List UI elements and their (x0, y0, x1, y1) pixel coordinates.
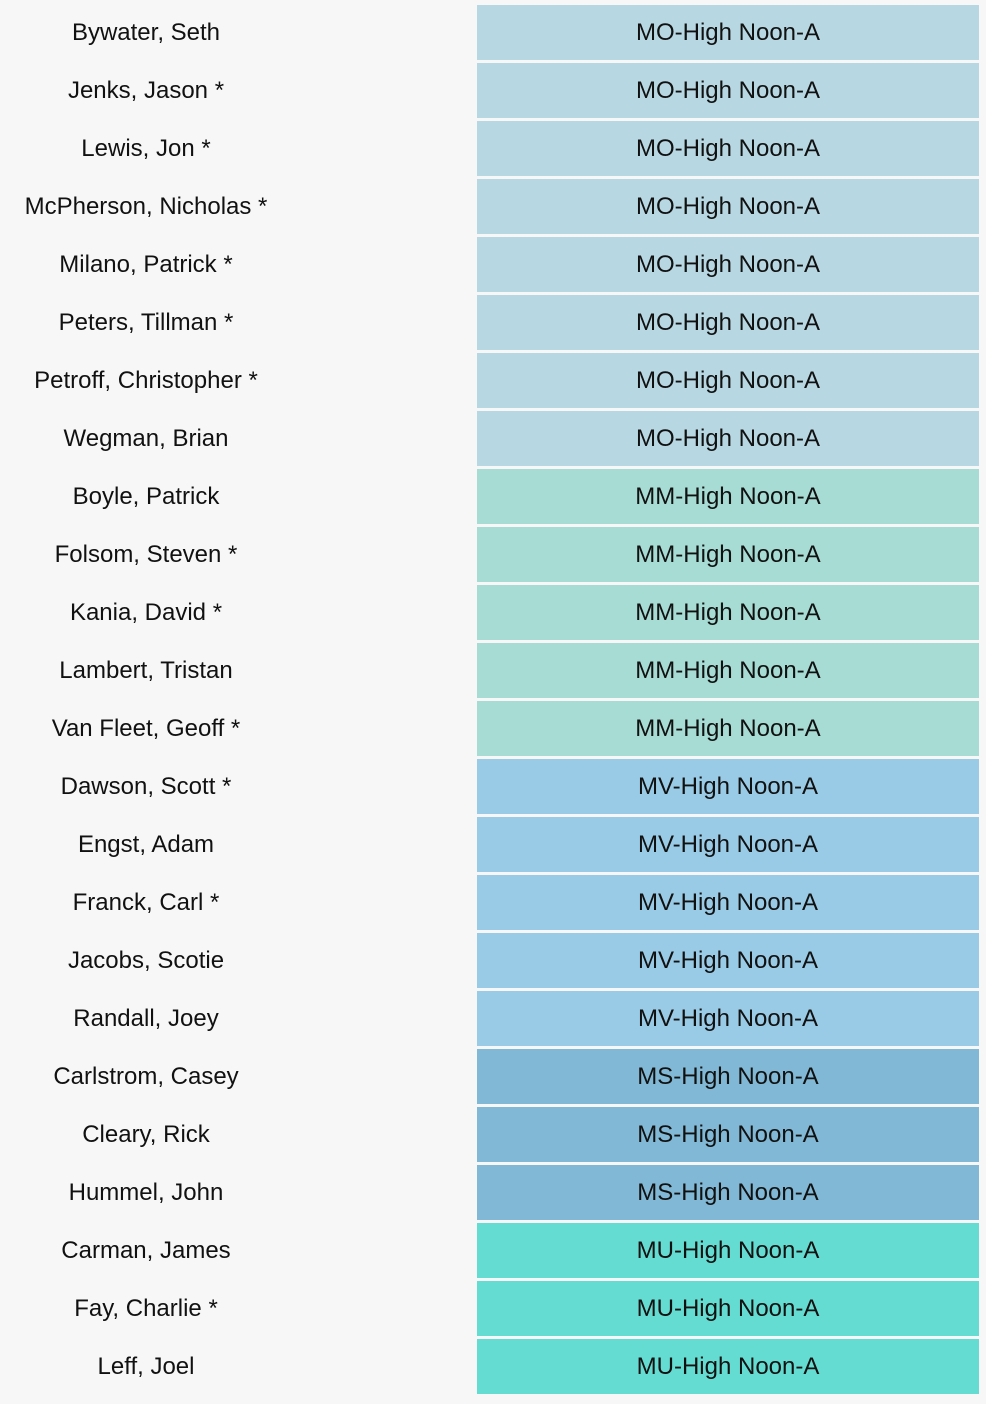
roster-row (0, 1281, 986, 1339)
player-name: Milano, Patrick * (59, 251, 233, 278)
roster-row (0, 759, 986, 817)
division-cell[interactable]: MV-High Noon-A (477, 991, 979, 1046)
player-name: Wegman, Brian (63, 425, 229, 452)
division-cell[interactable]: MM-High Noon-A (477, 701, 979, 756)
roster-row (0, 179, 986, 237)
roster-row (0, 1049, 986, 1107)
division-cell[interactable]: MO-High Noon-A (477, 411, 979, 466)
player-name: Petroff, Christopher * (34, 367, 258, 394)
division-cell[interactable]: MO-High Noon-A (477, 295, 979, 350)
division-cell[interactable]: MV-High Noon-A (477, 875, 979, 930)
player-name: Dawson, Scott * (60, 773, 232, 800)
division-cell[interactable]: MV-High Noon-A (477, 759, 979, 814)
division-cell[interactable]: MM-High Noon-A (477, 527, 979, 582)
roster-row (0, 701, 986, 759)
roster-row (0, 5, 986, 63)
player-name: Carman, James (61, 1237, 231, 1264)
player-name: Bywater, Seth (71, 19, 221, 46)
roster-row (0, 353, 986, 411)
division-cell[interactable]: MO-High Noon-A (477, 353, 979, 408)
division-cell[interactable]: MM-High Noon-A (477, 469, 979, 524)
player-name: Franck, Carl * (72, 889, 220, 916)
roster-row (0, 295, 986, 353)
player-name: Cleary, Rick (82, 1121, 210, 1148)
division-cell[interactable]: MV-High Noon-A (477, 817, 979, 872)
roster-row (0, 237, 986, 295)
player-name: Lambert, Tristan (59, 657, 233, 684)
division-cell[interactable]: MS-High Noon-A (477, 1165, 979, 1220)
roster-row (0, 1339, 986, 1397)
player-name: Randall, Joey (73, 1005, 219, 1032)
division-cell[interactable]: MU-High Noon-A (477, 1223, 979, 1278)
roster-row (0, 875, 986, 933)
player-name: Fay, Charlie * (74, 1295, 218, 1322)
division-cell[interactable]: MS-High Noon-A (477, 1049, 979, 1104)
roster-row (0, 411, 986, 469)
player-name: Carlstrom, Casey (53, 1063, 239, 1090)
division-cell[interactable]: MU-High Noon-A (477, 1281, 979, 1336)
division-cell[interactable]: MU-High Noon-A (477, 1339, 979, 1394)
roster-row (0, 817, 986, 875)
player-name: Engst, Adam (77, 831, 215, 858)
roster-row (0, 991, 986, 1049)
roster-row (0, 121, 986, 179)
division-cell[interactable]: MO-High Noon-A (477, 5, 979, 60)
player-name: Kania, David * (69, 599, 223, 626)
roster-row (0, 469, 986, 527)
roster-row (0, 585, 986, 643)
roster-row (0, 643, 986, 701)
player-name: Peters, Tillman * (58, 309, 234, 336)
roster-row (0, 933, 986, 991)
roster-row (0, 527, 986, 585)
division-cell[interactable]: MO-High Noon-A (477, 121, 979, 176)
division-cell[interactable]: MO-High Noon-A (477, 237, 979, 292)
division-cell[interactable]: MO-High Noon-A (477, 63, 979, 118)
player-name: Hummel, John (68, 1179, 224, 1206)
division-cell[interactable]: MM-High Noon-A (477, 643, 979, 698)
roster-row (0, 1107, 986, 1165)
division-cell[interactable]: MO-High Noon-A (477, 179, 979, 234)
division-cell[interactable]: MS-High Noon-A (477, 1107, 979, 1162)
roster-row (0, 63, 986, 121)
division-cell[interactable]: MM-High Noon-A (477, 585, 979, 640)
roster-row (0, 1223, 986, 1281)
player-name: Folsom, Steven * (54, 541, 238, 568)
roster-row (0, 1165, 986, 1223)
player-name: Jenks, Jason * (67, 77, 225, 104)
player-name: McPherson, Nicholas * (24, 193, 268, 220)
player-name: Van Fleet, Geoff * (51, 715, 241, 742)
player-name: Jacobs, Scotie (67, 947, 225, 974)
player-name: Lewis, Jon * (81, 135, 211, 162)
player-name: Leff, Joel (97, 1353, 195, 1380)
player-name: Boyle, Patrick (72, 483, 220, 510)
division-cell[interactable]: MV-High Noon-A (477, 933, 979, 988)
